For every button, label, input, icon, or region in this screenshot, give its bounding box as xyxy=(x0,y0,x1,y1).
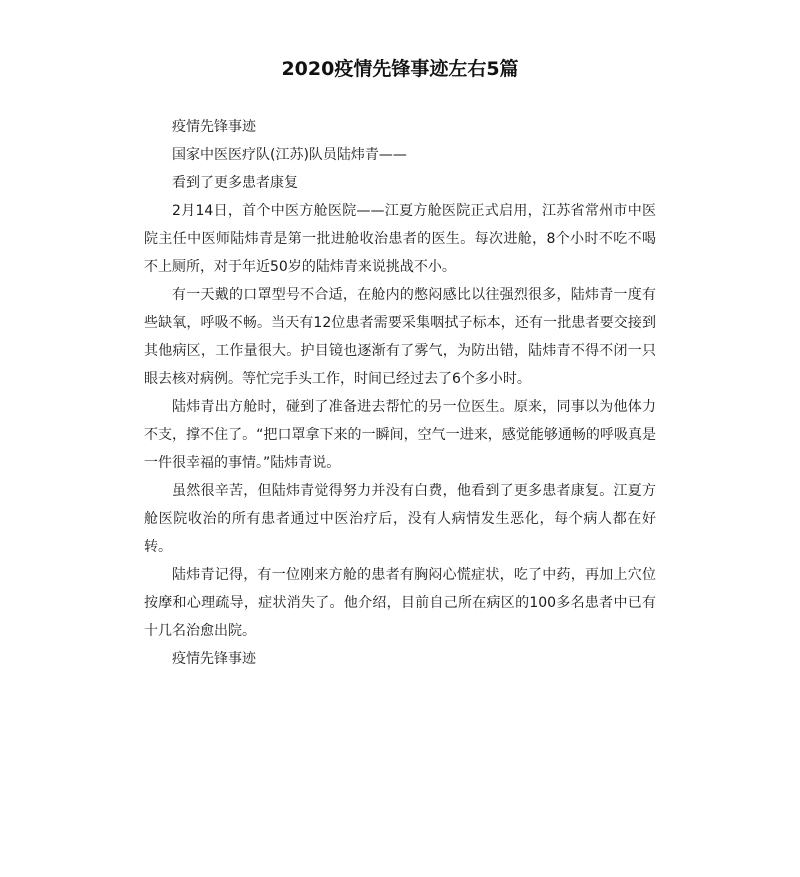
body-paragraph: 虽然很辛苦，但陆炜青觉得努力并没有白费，他看到了更多患者康复。江夏方舱医院收治的所有患者通过中医治疗后，没有人病情发生恶化，每个病人都在好转。 xyxy=(144,483,656,555)
subtitle-line: 国家中医医疗队(江苏)队员陆炜青—— xyxy=(172,147,407,163)
document-body xyxy=(144,113,656,673)
subtitle-line: 看到了更多患者康复 xyxy=(172,175,298,191)
body-paragraph: 陆炜青记得，有一位刚来方舱的患者有胸闷心慌症状，吃了中药，再加上穴位按摩和心理疏导，症状消失了。他介绍，目前自己所在病区的100多名患者中已有十几名治愈出院。 xyxy=(144,567,656,639)
body-paragraph: 2月14日，首个中医方舱医院——江夏方舱医院正式启用，江苏省常州市中医院主任中医师陆炜青是第一批进舱收治患者的医生。每次进舱，8个小时不吃不喝不上厕所，对于年近50岁的陆炜青来说挑战不小。 xyxy=(144,203,656,275)
section-heading: 疫情先锋事迹 xyxy=(172,651,256,667)
document-title: 2020疫情先锋事迹左右5篇 xyxy=(281,58,519,80)
body-paragraph: 有一天戴的口罩型号不合适，在舱内的憋闷感比以往强烈很多，陆炜青一度有些缺氧，呼吸不畅。当天有12位患者需要采集咽拭子标本，还有一批患者要交接到其他病区，工作量很大。护目镜也逐渐有了雾气，为防出错，陆炜青不得不闭一只眼去核对病例。等忙完手头工作，时间已经过去了6个多小时。 xyxy=(144,287,656,387)
body-paragraph: 陆炜青出方舱时，碰到了准备进去帮忙的另一位医生。原来，同事以为他体力不支，撑不住了。“把口罩拿下来的一瞬间，空气一进来，感觉能够通畅的呼吸真是一件很幸福的事情。”陆炜青说。 xyxy=(144,399,656,471)
section-heading: 疫情先锋事迹 xyxy=(172,119,256,135)
